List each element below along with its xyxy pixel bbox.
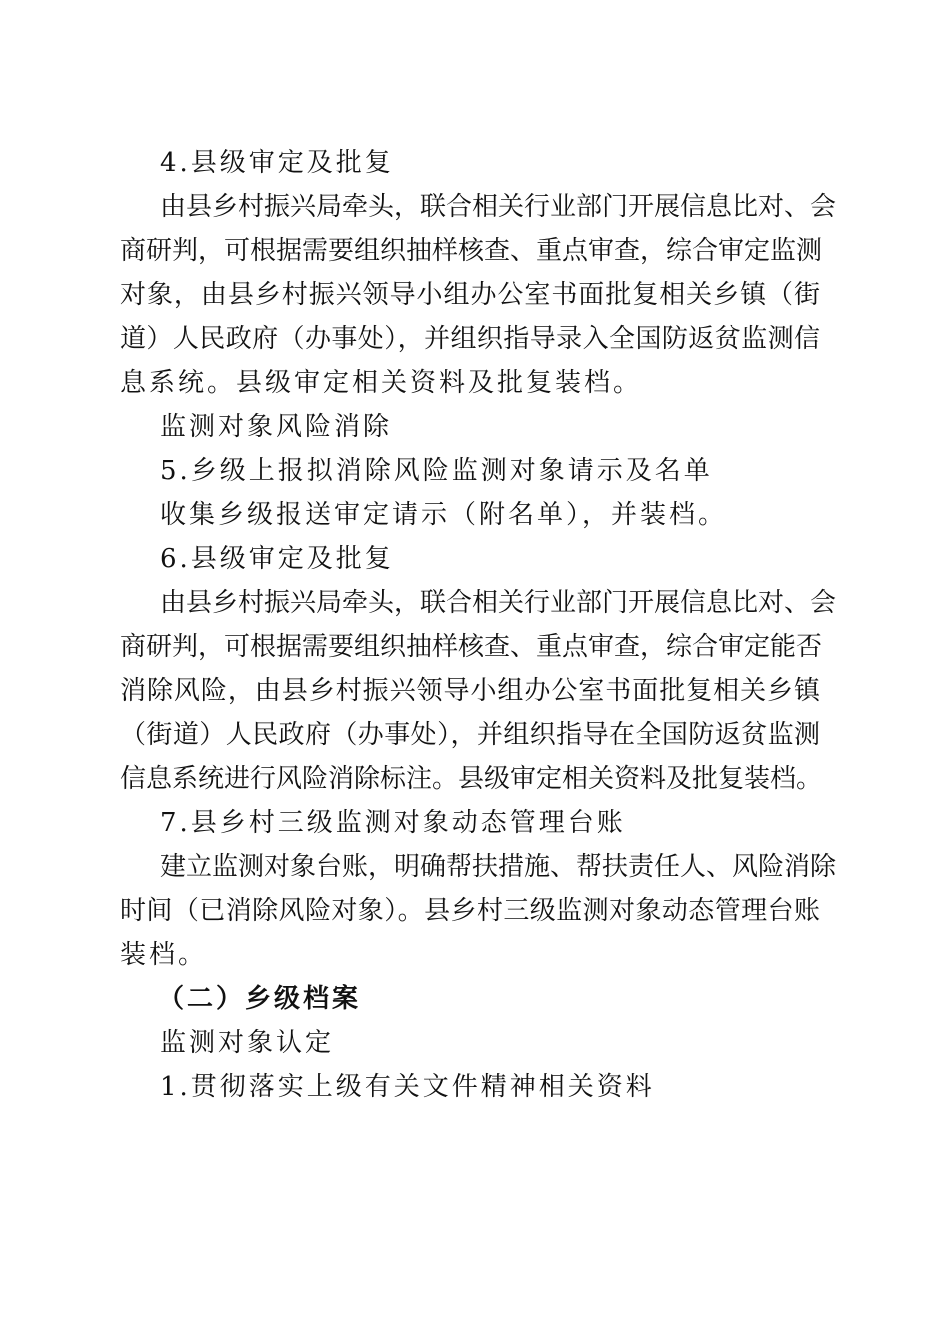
heading-township-report: 5.乡级上报拟消除风险监测对象请示及名单	[160, 456, 713, 486]
paragraph-line: 时间（已消除风险对象）。县乡村三级监测对象动态管理台账	[120, 896, 820, 926]
paragraph-line: 信息系统进行风险消除标注。县级审定相关资料及批复装档。	[120, 764, 823, 794]
paragraph-line: （街道）人民政府（办事处），并组织指导在全国防返贫监测	[120, 720, 820, 750]
section-heading-township-archives: （二）乡级档案	[158, 984, 362, 1014]
paragraph-line: 消除风险，由县乡村振兴领导小组办公室书面批复相关乡镇	[120, 676, 820, 706]
section-heading-risk-elimination: 监测对象风险消除	[160, 412, 393, 442]
paragraph-line: 对象，由县乡村振兴领导小组办公室书面批复相关乡镇（街	[120, 280, 820, 310]
paragraph-line: 道）人民政府（办事处），并组织指导录入全国防返贫监测信	[120, 324, 820, 354]
paragraph-line: 建立监测对象台账，明确帮扶措施、帮扶责任人、风险消除	[160, 852, 837, 882]
paragraph-line: 商研判，可根据需要组织抽样核查、重点审查，综合审定监测	[120, 236, 823, 266]
section-heading-identification: 监测对象认定	[160, 1028, 335, 1058]
heading-county-approval-2: 6.县级审定及批复	[160, 544, 394, 574]
paragraph-line: 装档。	[120, 940, 208, 970]
heading-county-approval-1: 4.县级审定及批复	[160, 148, 394, 178]
paragraph-line: 由县乡村振兴局牵头，联合相关行业部门开展信息比对、会	[160, 192, 837, 222]
paragraph-line: 由县乡村振兴局牵头，联合相关行业部门开展信息比对、会	[160, 588, 837, 618]
paragraph-line: 收集乡级报送审定请示（附名单），并装档。	[160, 500, 728, 530]
paragraph-line: 商研判，可根据需要组织抽样核查、重点审查，综合审定能否	[120, 632, 823, 662]
heading-implementation-docs: 1.贯彻落实上级有关文件精神相关资料	[160, 1072, 655, 1102]
heading-dynamic-ledger: 7.县乡村三级监测对象动态管理台账	[160, 808, 626, 838]
paragraph-line: 息系统。县级审定相关资料及批复装档。	[120, 368, 643, 398]
